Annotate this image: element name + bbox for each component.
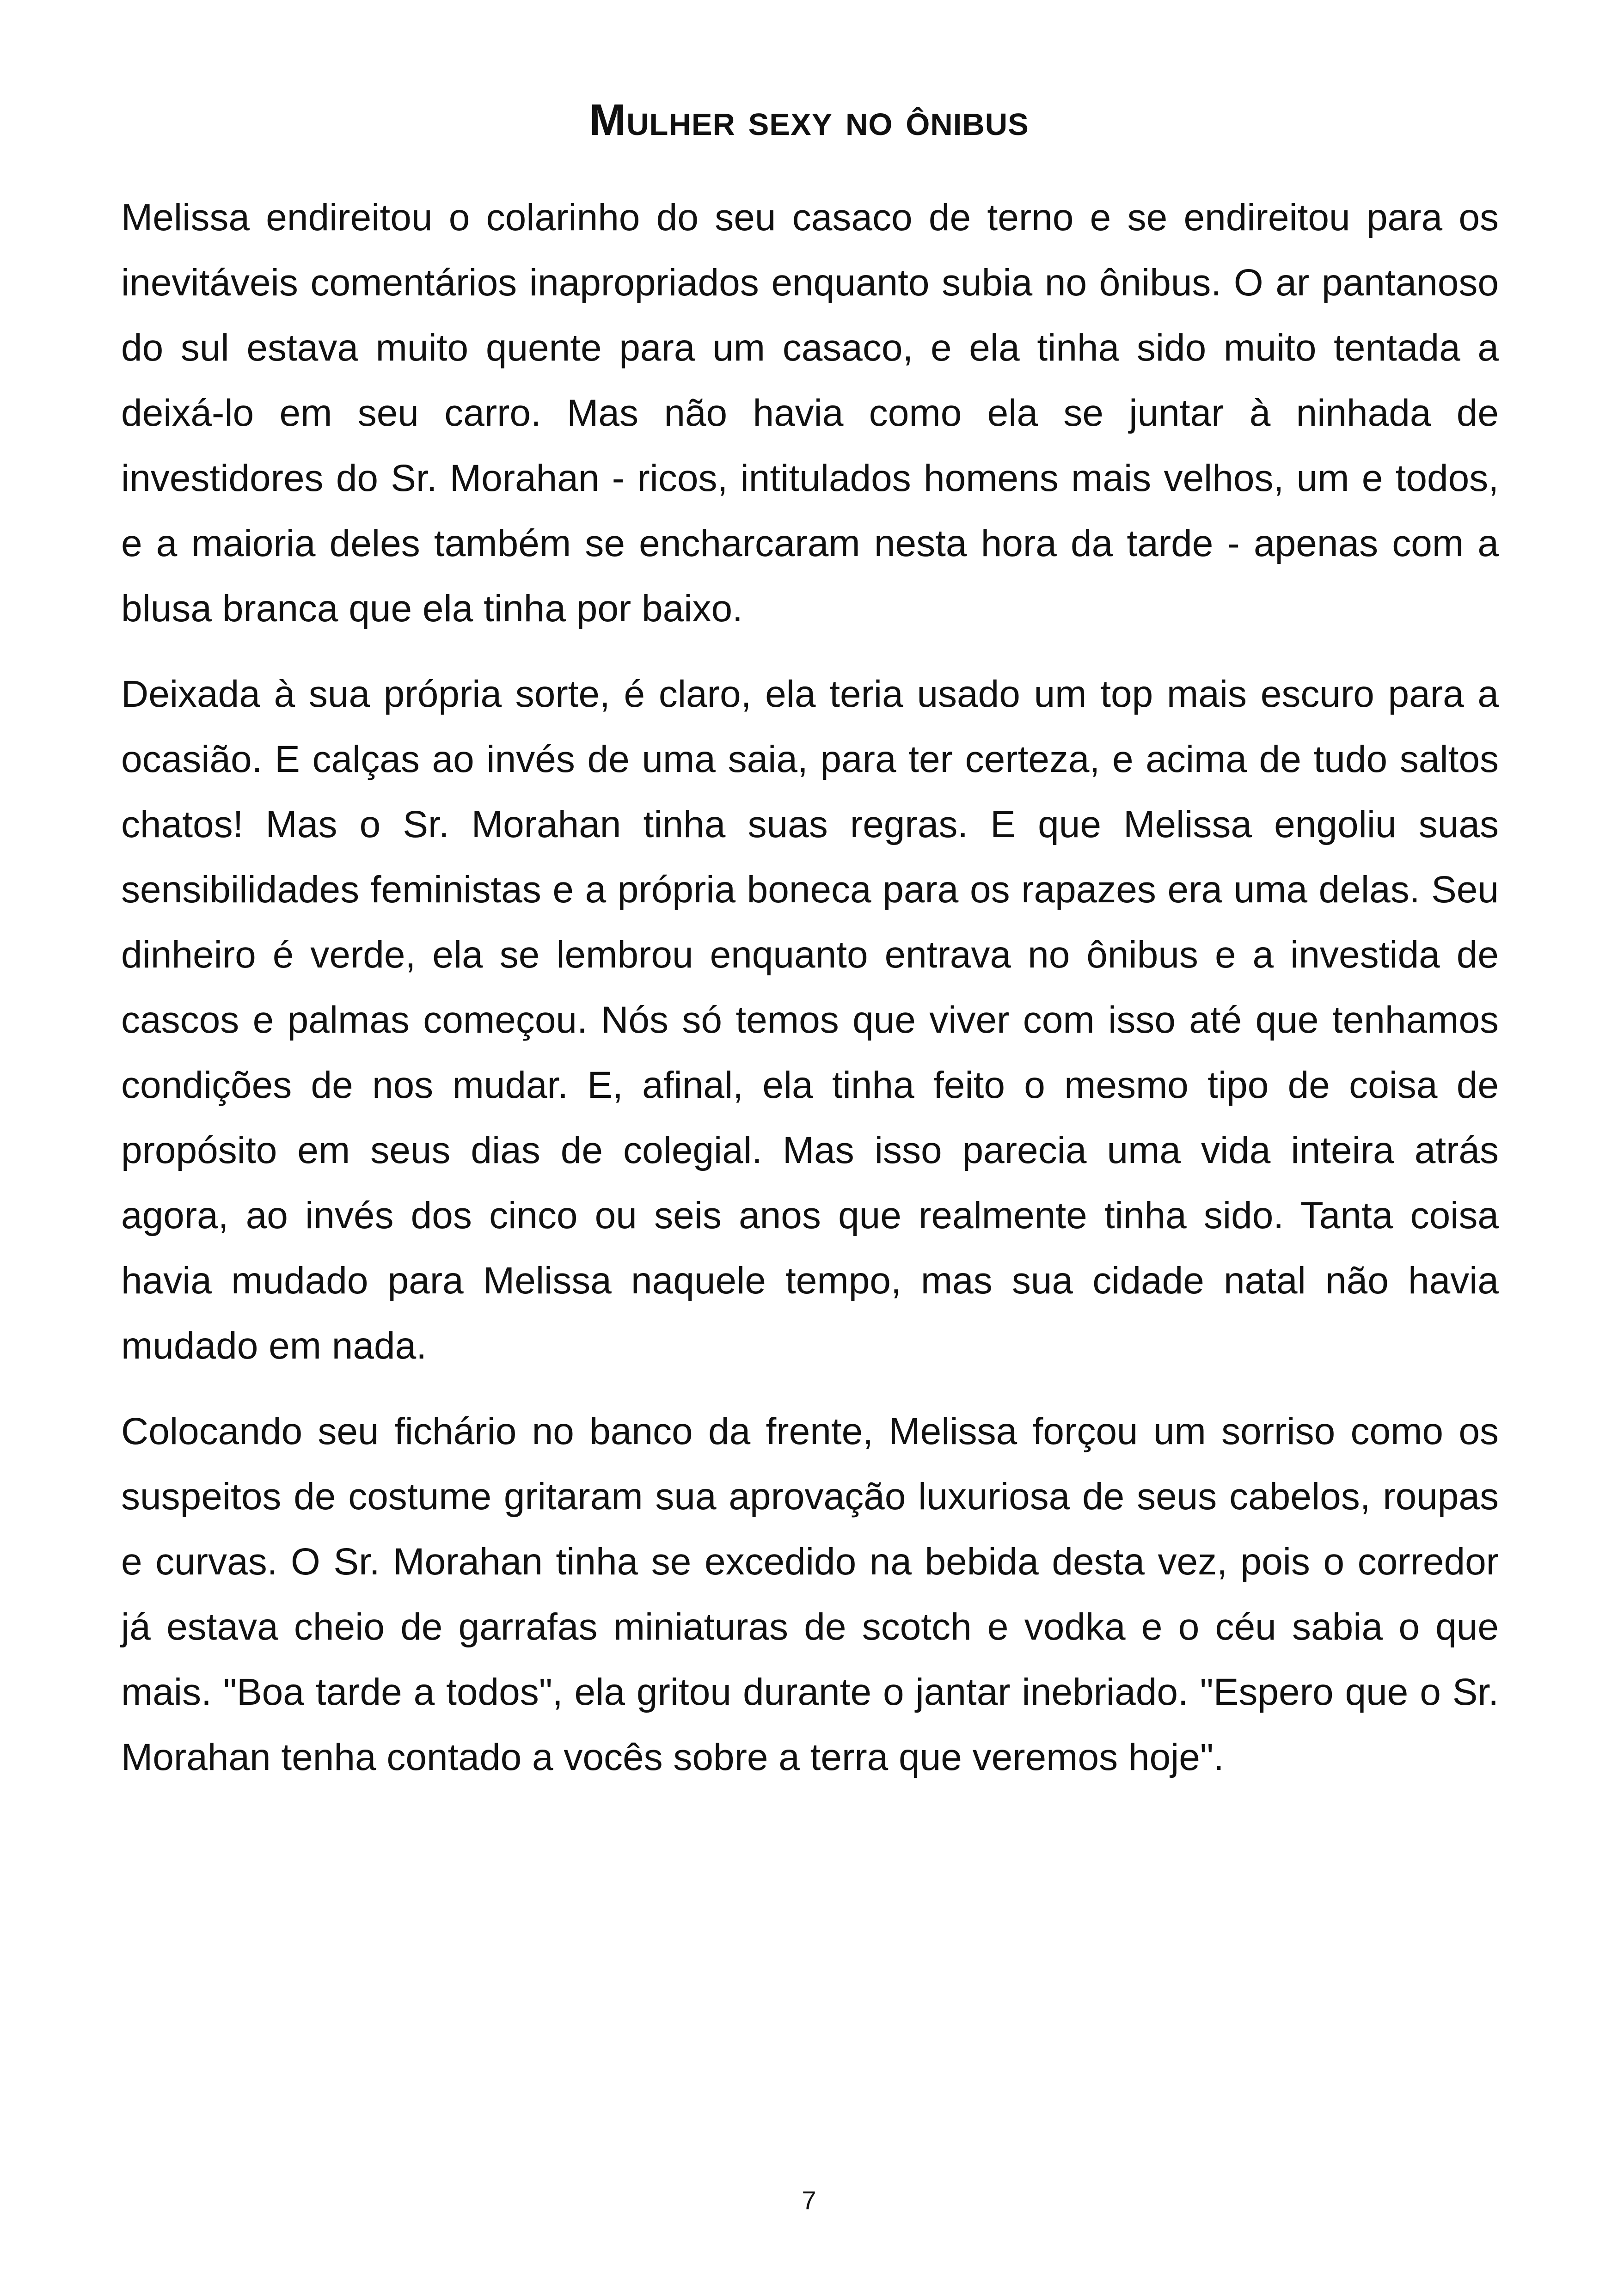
body-text <box>121 185 1499 1810</box>
paragraph-2: Deixada à sua própria sorte, é claro, ela teria usado um top mais escuro para a ocasião. E calças ao invés de uma saia, para ter certeza, e acima de tudo saltos chatos! Mas o Sr. Morahan tinha suas regras. E que Melissa engoliu suas sensibilidades feministas e a própria boneca para os rapazes era uma delas. Seu dinheiro é verde, ela se lembrou enquanto entrava no ônibus e a investida de cascos e palmas começou. Nós só temos que viver com isso até que tenhamos condições de nos mudar. E, afinal, ela tinha feito o mesmo tipo de coisa de propósito em seus dias de colegial. Mas isso parecia uma vida inteira atrás agora, ao invés dos cinco ou seis anos que realmente tinha sido. Tanta coisa havia mudado para Melissa naquele tempo, mas sua cidade natal não havia mudado em nada. <box>121 673 1499 1367</box>
paragraph-1: Melissa endireitou o colarinho do seu casaco de terno e se endireitou para os inevitáveis comentários inapropriados enquanto subia no ônibus. O ar pantanoso do sul estava muito quente para um casaco, e ela tinha sido muito tentada a deixá-lo em seu carro. Mas não havia como ela se juntar à ninhada de investidores do Sr. Morahan - ricos, intitulados homens mais velhos, um e todos, e a maioria deles também se encharcaram nesta hora da tarde - apenas com a blusa branca que ela tinha por baixo. <box>121 196 1499 630</box>
paragraph-3: Colocando seu fichário no banco da frente, Melissa forçou um sorriso como os suspeitos de costume gritaram sua aprovação luxuriosa de seus cabelos, roupas e curvas. O Sr. Morahan tinha se excedido na bebida desta vez, pois o corredor já estava cheio de garrafas miniaturas de scotch e vodka e o céu sabia o que mais. "Boa tarde a todos", ela gritou durante o jantar inebriado. "Espero que o Sr. Morahan tenha contado a vocês sobre a terra que veremos hoje". <box>121 1410 1499 1778</box>
page-number: 7 <box>802 2186 816 2215</box>
chapter-title: Mulher sexy no ônibus <box>589 95 1029 145</box>
